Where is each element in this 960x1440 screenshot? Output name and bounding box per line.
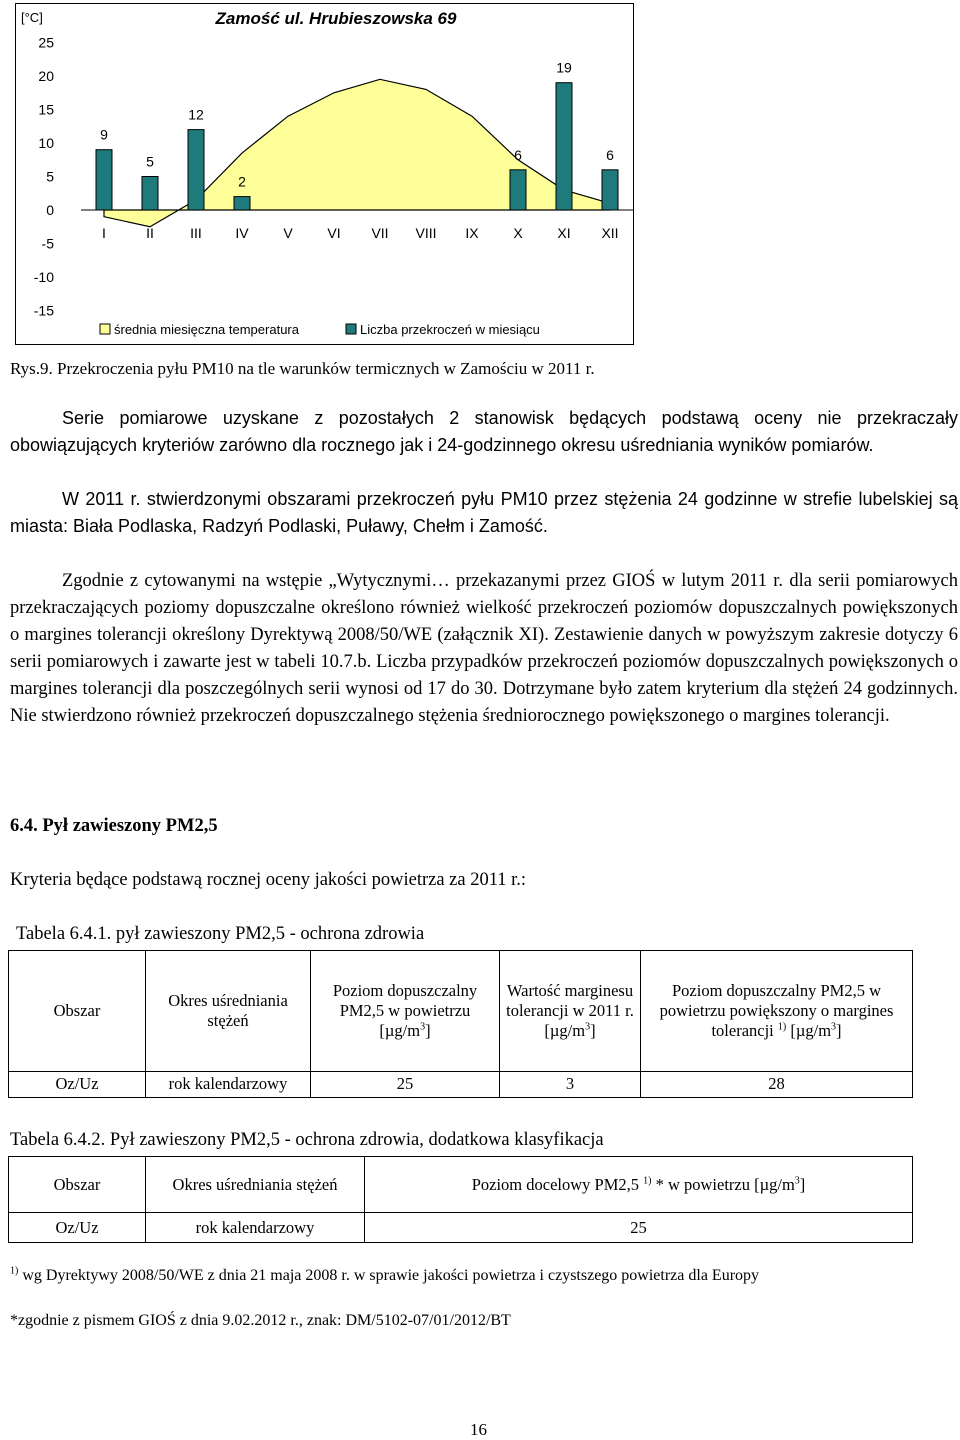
criteria-lead: Kryteria będące podstawą rocznej oceny jakości powietrza za 2011 r.:	[10, 870, 527, 890]
t1-header-obszar: Obszar	[9, 951, 146, 1072]
exceedance-bar	[234, 197, 250, 210]
x-tick-label: VII	[371, 225, 389, 241]
t1-cell: 3	[500, 1071, 641, 1097]
bar-data-label: 9	[100, 126, 108, 143]
chart-title: Zamość ul. Hrubieszowska 69	[215, 9, 457, 28]
y-tick-label: 10	[38, 135, 54, 151]
t2-cell: rok kalendarzowy	[146, 1213, 365, 1243]
x-tick-label: IX	[465, 225, 479, 241]
bar-data-label: 2	[238, 173, 246, 190]
x-tick-label: V	[283, 225, 293, 241]
y-tick-label: 25	[38, 34, 54, 51]
x-tick-label: III	[190, 225, 202, 241]
t1-cell: 25	[311, 1071, 500, 1097]
legend-label-exceedances: Liczba przekroczeń w miesiącu	[360, 322, 540, 337]
table2-caption: Tabela 6.4.2. Pył zawieszony PM2,5 - ochrona zdrowia, dodatkowa klasyfikacja	[10, 1130, 604, 1150]
t2-header-okres: Okres uśredniania stężeń	[146, 1157, 365, 1213]
x-tick-label: II	[146, 225, 154, 241]
paragraph-1: Serie pomiarowe uzyskane z pozostałych 2 stanowisk będących podstawą oceny nie przekraczały obowiązujących kryteriów zarówno dla rocznego jak i 24-godzinnego okresu uśredniania wyników pomiarów.	[10, 408, 958, 455]
y-axis-unit: [°C]	[21, 10, 43, 25]
t2-header-poziom: Poziom docelowy PM2,5 $^{1)}$ * w powietrzu $[\mu g/m^3]$	[365, 1157, 913, 1213]
bar-data-label: 5	[146, 153, 154, 170]
chart-frame	[15, 3, 634, 345]
bar-data-label: 12	[188, 106, 204, 123]
t2-cell: 25	[365, 1213, 913, 1243]
t1-cell: rok kalendarzowy	[146, 1071, 311, 1097]
exceedance-bar	[188, 130, 204, 210]
figure-caption: Rys.9. Przekroczenia pyłu PM10 na tle warunków termicznych w Zamościu w 2011 r.	[10, 359, 595, 378]
y-tick-label: 5	[46, 168, 54, 185]
x-tick-label: VI	[327, 225, 341, 241]
t1-cell: 28	[641, 1071, 913, 1097]
bar-data-label: 19	[556, 59, 572, 76]
exceedance-bar	[96, 150, 112, 210]
legend-swatch-temperature	[100, 324, 110, 334]
table-pm25-target	[8, 1156, 913, 1243]
legend-swatch-exceedances	[346, 324, 356, 334]
section-heading: 6.4. Pył zawieszony PM2,5	[10, 816, 218, 836]
t1-header-poziom-margines: Poziom dopuszczalny PM2,5 w powietrzu powiększony o margines tolerancji $^{1)}$ $[\mu g/m^3]$	[641, 951, 913, 1072]
x-tick-label: I	[102, 225, 106, 241]
temperature-exceedance-chart	[16, 4, 633, 344]
t1-header-okres: Okres uśredniania stężeń	[146, 951, 311, 1072]
t2-cell: Oz/Uz	[9, 1213, 146, 1243]
legend-label-temperature: średnia miesięczna temperatura	[114, 322, 299, 337]
exceedance-bar	[556, 83, 572, 210]
x-tick-label: IV	[235, 225, 249, 241]
y-tick-label: 15	[38, 101, 54, 118]
x-tick-label: XI	[557, 225, 571, 241]
t1-header-poziom: Poziom dopuszczalny PM2,5 w powietrzu $[\mu g/m^3]$	[311, 951, 500, 1072]
y-tick-label: -5	[41, 235, 54, 252]
y-tick-label: -15	[33, 302, 54, 319]
paragraph-2: W 2011 r. stwierdzonymi obszarami przekroczeń pyłu PM10 przez stężenia 24 godzinne w strefie lubelskiej są miasta: Biała Podlaska, Radzyń Podlaski, Puławy, Chełm i Zamość.	[10, 489, 958, 536]
y-tick-label: -10	[33, 269, 54, 285]
bar-data-label: 6	[514, 146, 522, 163]
exceedance-bar	[510, 170, 526, 210]
x-tick-label: XII	[601, 225, 619, 241]
t1-cell: Oz/Uz	[9, 1071, 146, 1097]
exceedance-bar	[142, 177, 158, 211]
y-tick-label: 20	[38, 68, 54, 84]
bar-data-label: 6	[606, 146, 614, 163]
footnote-1: $^{1)}$ wg Dyrektywy 2008/50/WE z dnia 21 maja 2008 r. w sprawie jakości powietrza i czystszego powietrza dla Europy	[10, 1265, 760, 1284]
y-tick-label: 0	[46, 202, 54, 218]
footnote-2: *zgodnie z pismem GIOŚ z dnia 9.02.2012 r., znak: DM/5102-07/01/2012/BT	[10, 1312, 511, 1329]
table-pm25-limits	[8, 950, 913, 1098]
temperature-area	[104, 79, 610, 226]
t2-header-obszar: Obszar	[9, 1157, 146, 1213]
t1-header-margines: Wartość marginesu tolerancji w 2011 r. $[\mu g/m^3]$	[500, 951, 641, 1072]
paragraph-3: Zgodnie z cytowanymi na wstępie „Wytycznymi… przekazanymi przez GIOŚ w lutym 2011 r. dla serii pomiarowych przekraczających poziomy dopuszczalne określono również wielkość przekroczeń poziomów dopuszczalnych powiększonych o margines tolerancji określony Dyrektywą 2008/50/WE (załącznik XI). Zestawienie danych w powyższym zakresie dotyczy 6 serii pomiarowych i zawarte jest w tabeli 10.7.b. Liczba przypadków przekroczeń poziomów dopuszczalnych powiększonych o margines tolerancji dla poszczególnych serii wynosi od 17 do 30. Dotrzymane było zatem kryterium dla stężeń 24 godzinnych. Nie stwierdzono również przekroczeń dopuszczalnego stężenia średniorocznego powiększonego o margines tolerancji.	[10, 571, 958, 726]
exceedance-bar	[602, 170, 618, 210]
page-number: 16	[470, 1420, 487, 1439]
table1-caption: Tabela 6.4.1. pył zawieszony PM2,5 - ochrona zdrowia	[16, 924, 425, 944]
x-tick-label: X	[513, 225, 523, 241]
x-tick-label: VIII	[415, 225, 437, 241]
